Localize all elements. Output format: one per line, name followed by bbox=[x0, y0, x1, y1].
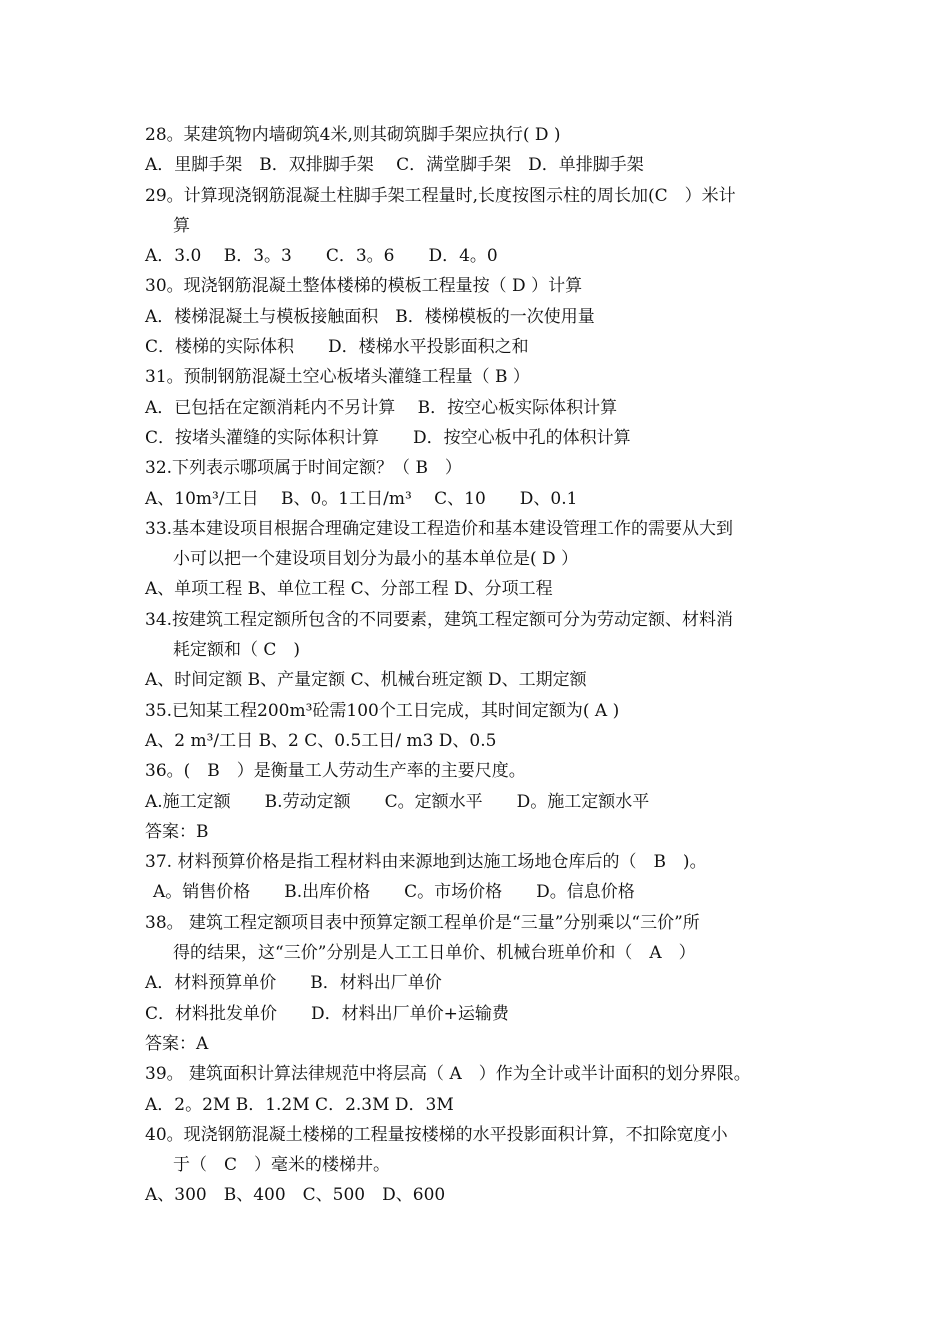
text-line: A．楼梯混凝土与模板接触面积 B．楼梯模板的一次使用量 bbox=[145, 306, 595, 327]
text-line: 算 bbox=[173, 215, 190, 236]
text-line: C．材料批发单价 D．材料出厂单价+运输费 bbox=[145, 1003, 509, 1024]
text-line: A．3.0 B．3。3 C．3。6 D．4。0 bbox=[145, 246, 498, 267]
text-line: A、单项工程 B、单位工程 C、分部工程 D、分项工程 bbox=[145, 579, 553, 600]
text-line: 答案：A bbox=[145, 1033, 209, 1054]
text-line: 30。现浇钢筋混凝土整体楼梯的模板工程量按（ D ）计算 bbox=[145, 276, 583, 297]
text-line: 39。 建筑面积计算法律规范中将层高（ A ）作为全计或半计面积的划分界限。 bbox=[145, 1064, 751, 1085]
text-line: 36。( B ）是衡量工人劳动生产率的主要尺度。 bbox=[145, 761, 526, 782]
text-line: C．楼梯的实际体积 D．楼梯水平投影面积之和 bbox=[145, 337, 529, 358]
text-line: 40。现浇钢筋混凝土楼梯的工程量按楼梯的水平投影面积计算，不扣除宽度小 bbox=[145, 1124, 728, 1145]
text-line: A．已包括在定额消耗内不另计算 B．按空心板实际体积计算 bbox=[145, 397, 618, 418]
text-line: 耗定额和（ C ) bbox=[173, 640, 301, 661]
text-line: A．里脚手架 B．双排脚手架 C．满堂脚手架 D．单排脚手架 bbox=[145, 155, 644, 176]
text-line: 32.下列表示哪项属于时间定额？（ B ） bbox=[145, 458, 462, 479]
document-body bbox=[145, 120, 815, 1211]
text-line: A、300 B、400 C、500 D、600 bbox=[145, 1185, 446, 1206]
text-line: A.施工定额 B.劳动定额 C。定额水平 D。施工定额水平 bbox=[145, 791, 650, 812]
text-line: 28。某建筑物内墙砌筑4米,则其砌筑脚手架应执行( D ) bbox=[145, 125, 561, 145]
text-line: 35.已知某工程200m³砼需100个工日完成，其时间定额为( A ) bbox=[145, 700, 620, 721]
text-line: A、2 m³/工日 B、2 C、0.5工日/ m3 D、0.5 bbox=[145, 730, 497, 751]
text-line: A。销售价格 B.出库价格 C。市场价格 D。信息价格 bbox=[153, 882, 635, 903]
text-line: 31。预制钢筋混凝土空心板堵头灌缝工程量（ B ） bbox=[145, 367, 530, 388]
text-line: 答案：B bbox=[145, 821, 209, 842]
text-line: 38。 建筑工程定额项目表中预算定额工程单价是“三量”分别乘以“三价”所 bbox=[145, 912, 700, 933]
text-line: A．2。2M B．1.2M C．2.3M D．3M bbox=[145, 1094, 454, 1115]
text-line: A．材料预算单价 B．材料出厂单价 bbox=[145, 973, 442, 994]
text-line: 得的结果，这“三价”分别是人工工日单价、机械台班单价和（ A ） bbox=[173, 943, 696, 964]
text-line: C．按堵头灌缝的实际体积计算 D．按空心板中孔的体积计算 bbox=[145, 427, 631, 448]
text-line: 34.按建筑工程定额所包含的不同要素，建筑工程定额可分为劳动定额、材料消 bbox=[145, 609, 734, 630]
text-line: 于（ C ）毫米的楼梯井。 bbox=[173, 1155, 391, 1176]
text-line: 小可以把一个建设项目划分为最小的基本单位是( D ） bbox=[173, 549, 579, 570]
text-line: A、时间定额 B、产量定额 C、机械台班定额 D、工期定额 bbox=[145, 670, 587, 691]
text-line: A、10m³/工日 B、0。1工日/m³ C、10 D、0.1 bbox=[145, 488, 578, 509]
text-line: 33.基本建设项目根据合理确定建设工程造价和基本建设管理工作的需要从大到 bbox=[145, 518, 734, 539]
text-line: 37. 材料预算价格是指工程材料由来源地到达施工场地仓库后的（ B )。 bbox=[145, 852, 707, 873]
text-line: 29。计算现浇钢筋混凝土柱脚手架工程量时,长度按图示柱的周长加(C ）米计 bbox=[145, 185, 736, 206]
